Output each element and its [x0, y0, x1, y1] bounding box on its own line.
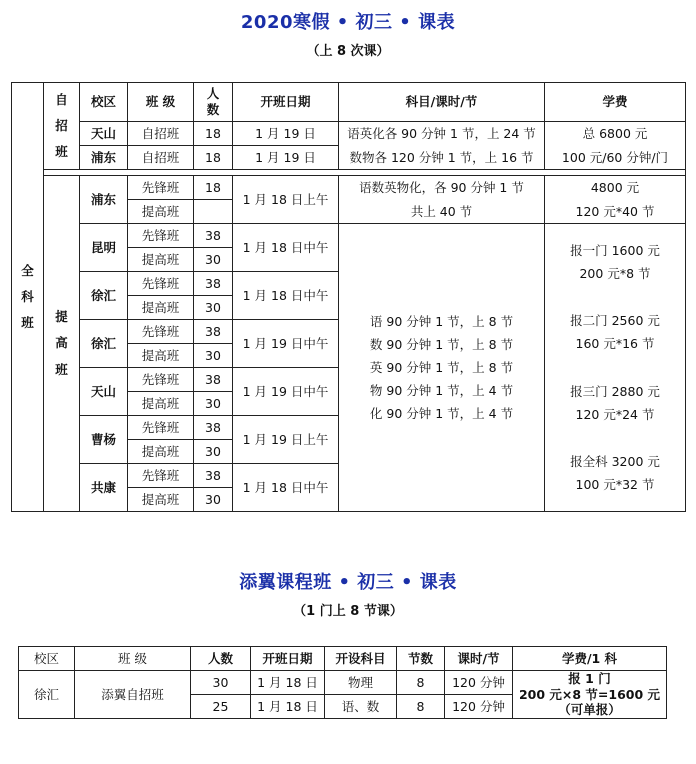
count-cell: 25	[191, 695, 251, 719]
class-cell: 先锋班	[128, 368, 194, 392]
campus-cell: 浦东	[80, 176, 128, 224]
count-cell: 30	[194, 488, 233, 512]
fee-line: 报全科 3200 元	[570, 453, 660, 469]
count-cell: 38	[194, 224, 233, 248]
section-title: 添翼课程班 • 初三 • 课表	[239, 572, 457, 593]
date-cell: 1 月 19 日	[233, 146, 339, 170]
subject-cell: 物理	[325, 671, 397, 695]
class-cell: 先锋班	[128, 176, 194, 200]
class-cell: 先锋班	[128, 320, 194, 344]
count-cell: 38	[194, 320, 233, 344]
subjects-line: 化 90 分钟 1 节，上 4 节	[369, 406, 514, 422]
fee-cell	[545, 122, 686, 170]
fee-line: 120 元*40 节	[575, 203, 655, 219]
class-cell: 提高班	[128, 200, 194, 224]
class-cell: 提高班	[128, 296, 194, 320]
header-count: 人数	[191, 647, 251, 671]
campus-cell: 浦东	[80, 146, 128, 170]
subjects-line: 语 90 分钟 1 节，上 8 节	[369, 313, 514, 329]
class-cell: 先锋班	[128, 224, 194, 248]
page-title: 2020寒假 • 初三 • 课表	[240, 12, 456, 33]
date-cell: 1 月 18 日	[251, 695, 325, 719]
date-cell: 1 月 18 日中午	[233, 224, 339, 272]
count-cell: 30	[194, 440, 233, 464]
subjects-line: 物 90 分钟 1 节，上 4 节	[369, 383, 514, 399]
date-cell: 1 月 19 日中午	[233, 368, 339, 416]
count-cell	[194, 200, 233, 224]
subject-cell: 语、数	[325, 695, 397, 719]
header-date: 开班日期	[233, 83, 339, 122]
date-cell: 1 月 19 日上午	[233, 416, 339, 464]
header-fee: 学费/1 科	[513, 647, 667, 671]
duration-cell: 120 分钟	[445, 671, 513, 695]
header-date: 开班日期	[251, 647, 325, 671]
fee-cell	[545, 224, 686, 512]
class-cell: 先锋班	[128, 416, 194, 440]
header-duration: 课时/节	[445, 647, 513, 671]
page-subtitle: （上 8 次课）	[306, 44, 390, 59]
fee-line: （可单报）	[558, 702, 621, 718]
campus-cell: 曹杨	[80, 416, 128, 464]
count-cell: 18	[194, 146, 233, 170]
class-cell: 先锋班	[128, 272, 194, 296]
header-count	[194, 83, 233, 122]
header-campus: 校区	[80, 83, 128, 122]
header-campus: 校区	[19, 647, 75, 671]
date-cell: 1 月 19 日	[233, 122, 339, 146]
group-improve-cell	[44, 176, 80, 512]
subjects-cell	[339, 224, 545, 512]
header-sessions: 节数	[397, 647, 445, 671]
count-cell: 30	[194, 392, 233, 416]
campus-cell: 徐汇	[80, 272, 128, 320]
main-schedule-table	[11, 82, 686, 512]
campus-cell: 徐汇	[19, 671, 75, 719]
fee-cell	[513, 671, 667, 719]
group-self-label: 自 招 班	[55, 91, 68, 160]
fee-line: 100 元/60 分钟/门	[561, 149, 669, 165]
fee-line: 100 元*32 节	[575, 476, 655, 492]
count-cell: 30	[194, 344, 233, 368]
date-cell: 1 月 18 日中午	[233, 272, 339, 320]
count-cell: 38	[194, 368, 233, 392]
subjects-line: 语英化各 90 分钟 1 节，上 24 节	[347, 126, 536, 142]
count-cell: 38	[194, 464, 233, 488]
subjects-line: 共上 40 节	[410, 203, 473, 219]
class-cell: 添翼自招班	[75, 671, 191, 719]
subjects-line: 英 90 分钟 1 节，上 8 节	[369, 359, 514, 375]
class-cell: 提高班	[128, 440, 194, 464]
fee-line: 总 6800 元	[582, 126, 648, 142]
count-cell: 18	[194, 122, 233, 146]
count-cell: 30	[191, 671, 251, 695]
fee-line: 120 元*24 节	[575, 406, 655, 422]
wing-schedule-table	[18, 646, 667, 719]
fee-line: 报 1 门	[568, 671, 611, 687]
count-cell: 18	[194, 176, 233, 200]
count-cell: 30	[194, 296, 233, 320]
class-cell: 提高班	[128, 488, 194, 512]
fee-line: 200 元×8 节=1600 元	[518, 686, 661, 702]
table-row	[12, 224, 686, 248]
header-subject: 开设科目	[325, 647, 397, 671]
campus-cell: 徐汇	[80, 320, 128, 368]
header-subjects: 科目/课时/节	[339, 83, 545, 122]
subjects-cell	[339, 176, 545, 224]
class-cell: 提高班	[128, 344, 194, 368]
table-row	[19, 671, 667, 695]
class-cell: 提高班	[128, 392, 194, 416]
class-cell: 提高班	[128, 248, 194, 272]
subjects-line: 语数英物化，各 90 分钟 1 节	[359, 180, 524, 196]
campus-cell: 昆明	[80, 224, 128, 272]
header-count-label: 人 数	[206, 86, 220, 117]
fee-line: 报三门 2880 元	[570, 383, 660, 399]
count-cell: 30	[194, 248, 233, 272]
class-cell: 先锋班	[128, 464, 194, 488]
date-cell: 1 月 18 日	[251, 671, 325, 695]
fee-line: 160 元*16 节	[575, 336, 655, 352]
subjects-line: 数物各 120 分钟 1 节，上 16 节	[349, 149, 534, 165]
duration-cell: 120 分钟	[445, 695, 513, 719]
count-cell: 38	[194, 416, 233, 440]
fee-cell	[545, 176, 686, 224]
date-cell: 1 月 19 日中午	[233, 320, 339, 368]
header-class: 班 级	[75, 647, 191, 671]
campus-cell: 天山	[80, 368, 128, 416]
class-cell: 自招班	[128, 146, 194, 170]
fee-line: 200 元*8 节	[579, 266, 651, 282]
group-self-cell	[44, 83, 80, 170]
subjects-cell	[339, 122, 545, 170]
fee-line: 报一门 1600 元	[570, 243, 660, 258]
campus-cell: 共康	[80, 464, 128, 512]
fee-line: 报二门 2560 元	[570, 313, 660, 329]
sessions-cell: 8	[397, 671, 445, 695]
header-fee: 学费	[545, 83, 686, 122]
date-cell: 1 月 18 日中午	[233, 464, 339, 512]
header-class: 班 级	[128, 83, 194, 122]
section-subtitle: （1 门上 8 节课）	[293, 604, 403, 619]
table-row	[12, 176, 686, 200]
campus-cell: 天山	[80, 122, 128, 146]
subjects-line: 数 90 分钟 1 节，上 8 节	[369, 336, 514, 352]
category-label: 全 科 班	[21, 262, 34, 331]
class-cell: 自招班	[128, 122, 194, 146]
category-cell	[12, 83, 44, 512]
group-improve-label: 提 高 班	[55, 309, 68, 377]
date-cell: 1 月 18 日上午	[233, 176, 339, 224]
count-cell: 38	[194, 272, 233, 296]
fee-line: 4800 元	[590, 180, 640, 196]
table-row	[12, 122, 686, 146]
sessions-cell: 8	[397, 695, 445, 719]
